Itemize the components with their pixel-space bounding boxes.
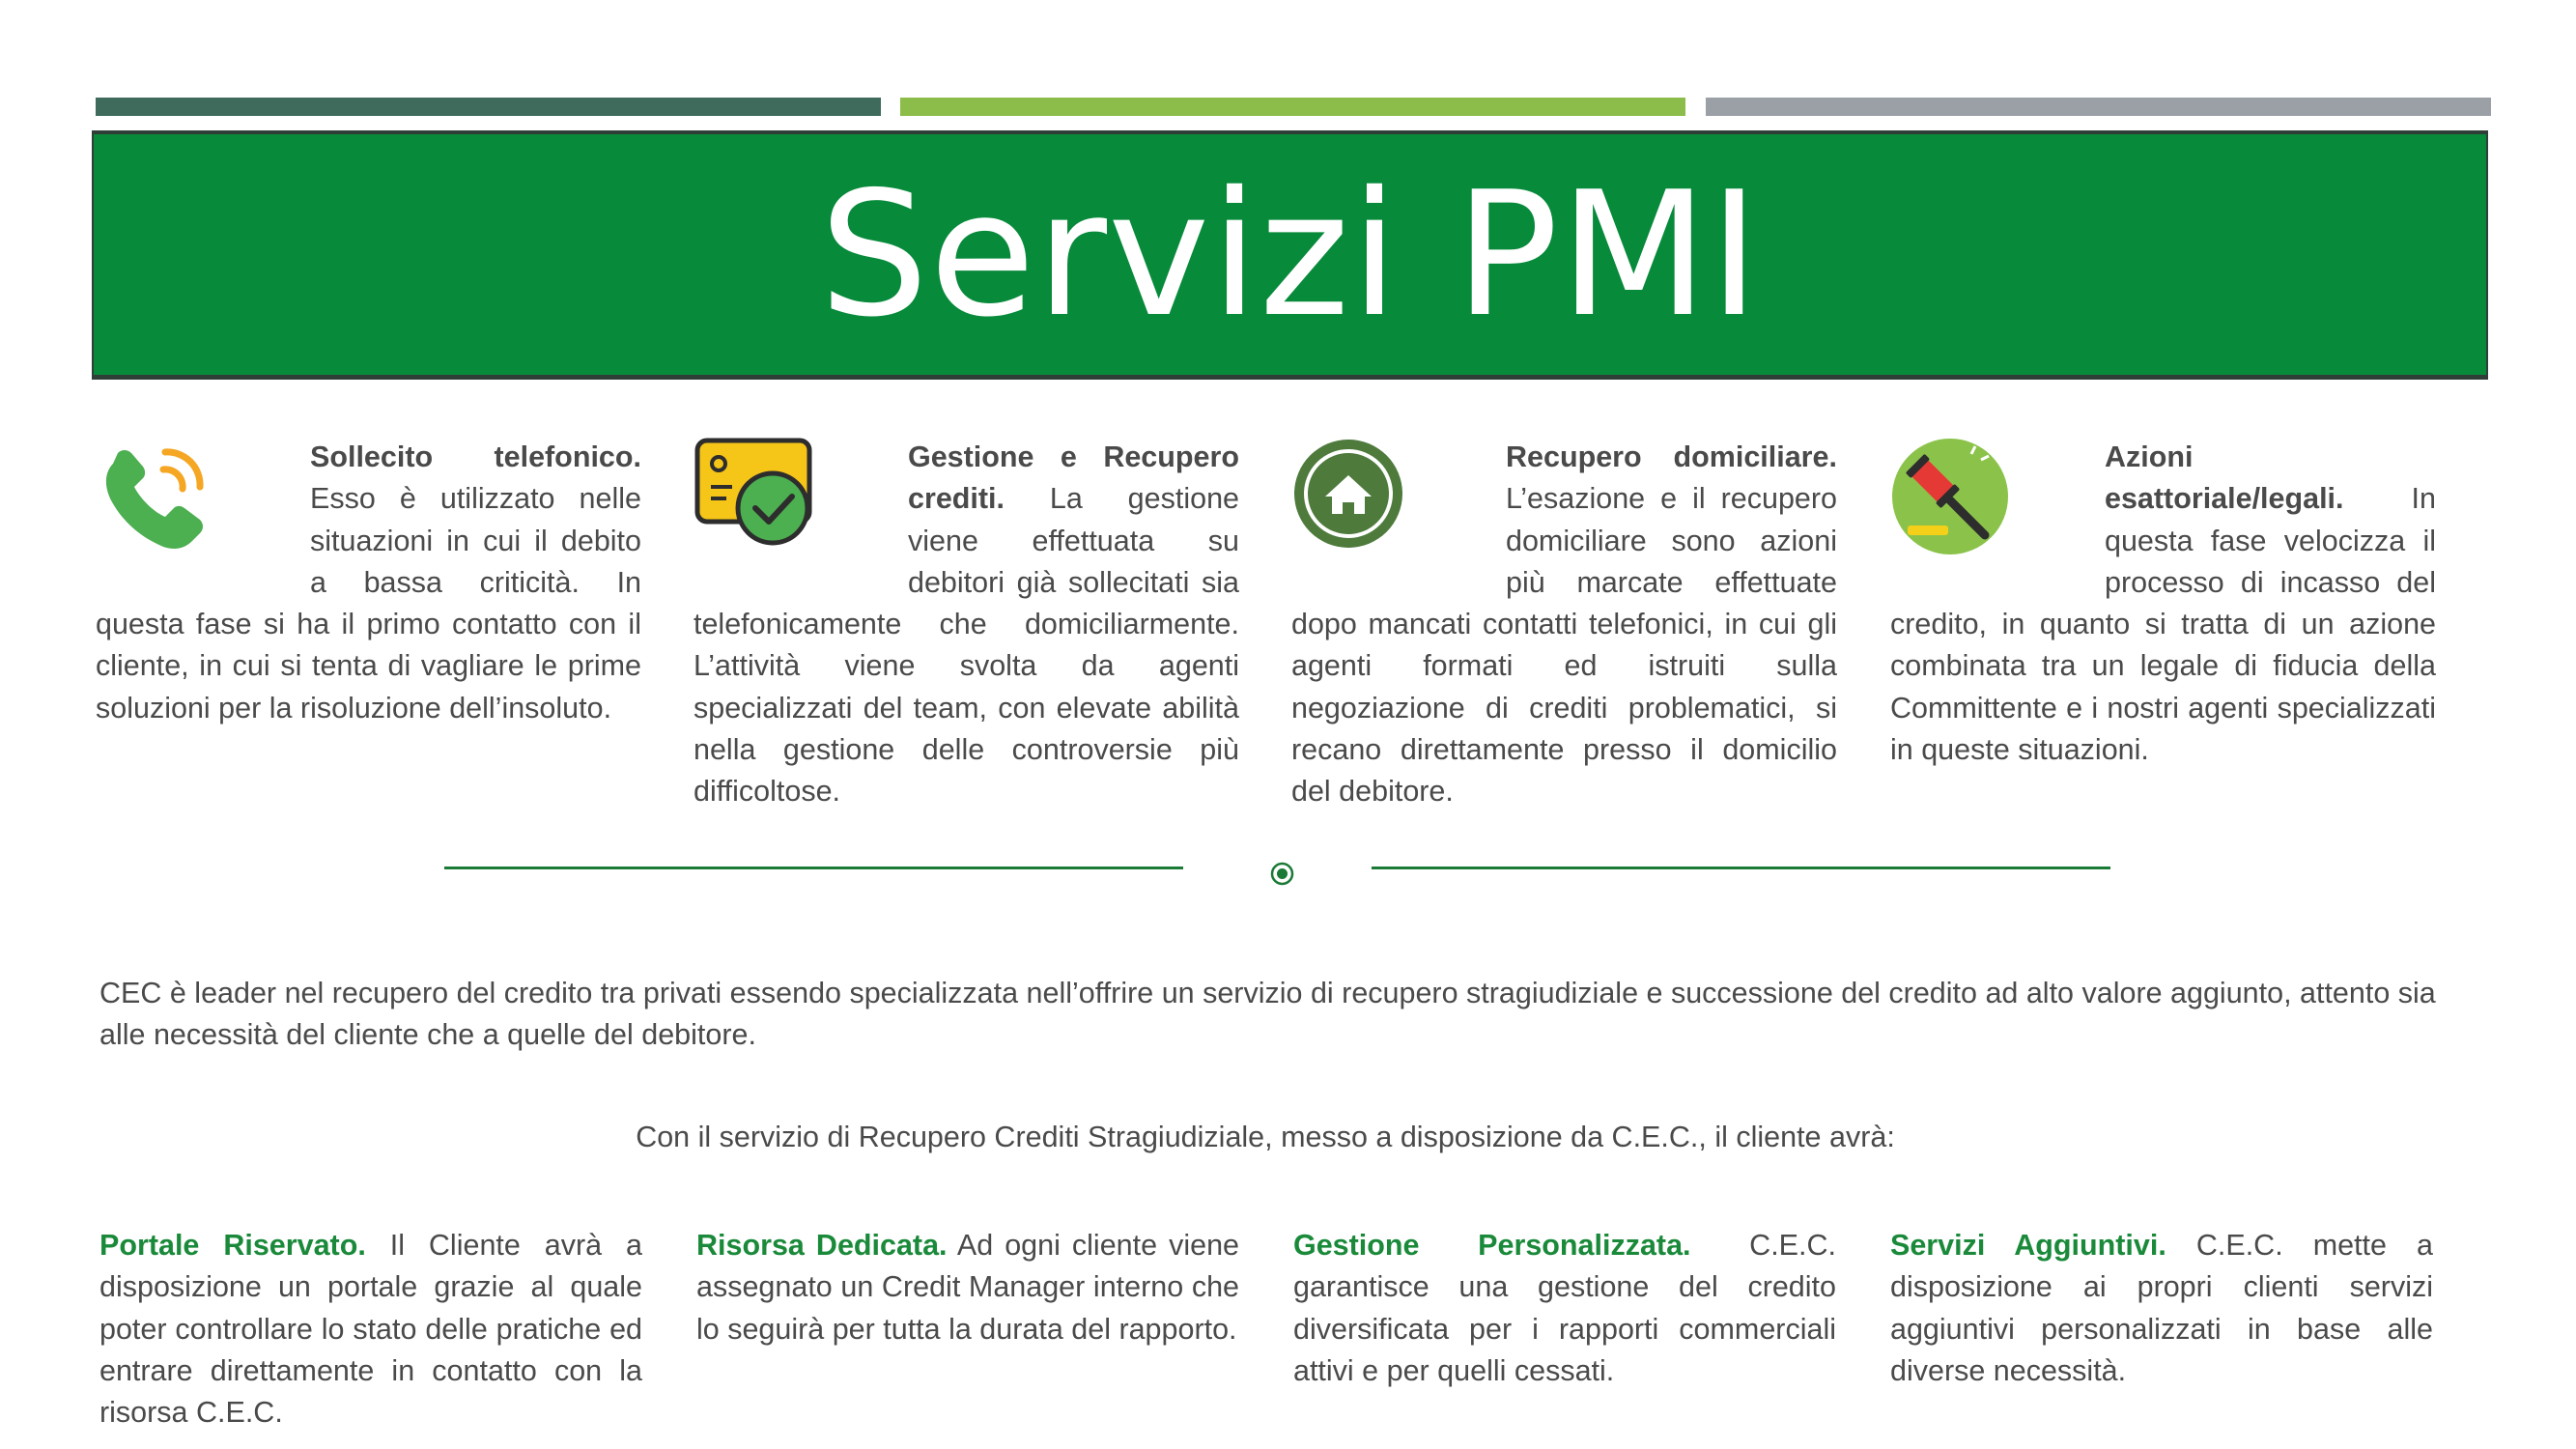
divider-left — [444, 867, 1183, 869]
service-legal-actions — [1890, 437, 2436, 771]
service-home-recovery — [1291, 437, 1837, 813]
top-bar-grey — [1706, 98, 2491, 116]
benefit-dedicated-resource: Risorsa Dedicata. Ad ogni cliente viene assegnato un Credit Manager interno che lo seguirà per tutta la durata del rapporto. — [696, 1229, 1239, 1346]
intro-paragraph: CEC è leader nel recupero del credito tra privati essendo specializzata nell’offrire un servizio di recupero stragiudiziale e successione del credito ad alto valore aggiunto, attento sia alle necessità del cliente che a quelle del debitore. — [99, 977, 2436, 1052]
phone-ringing-icon — [96, 437, 310, 572]
benefit-portal: Portale Riservato. Il Cliente avrà a disposizione un portale grazie al quale poter controllare lo stato delle pratiche ed entrare direttamente in contatto con la risorsa C.E.C. — [99, 1229, 642, 1430]
title-banner — [92, 130, 2488, 380]
divider-right — [1372, 867, 2110, 869]
benefit-extra-services: Servizi Aggiuntivi. C.E.C. mette a disposizione ai propri clienti servizi aggiuntivi personalizzati in base alle diverse necessità. — [1890, 1229, 2433, 1387]
home-circle-icon — [1291, 437, 1506, 572]
top-bar-light-green — [900, 98, 1685, 116]
divider-dot-icon — [1270, 862, 1294, 886]
page-title: Servizi PMI — [819, 155, 1761, 355]
card-check-icon — [694, 437, 908, 572]
service-credit-management-text: Gestione e Recupero crediti. La gestione viene effettuata su debitori già sollecitati sia telefonicamente che domiciliarmente. L’attività viene svolta da agenti specializzati del team, con elevate abilità nella gestione delle controversie più difficoltose. — [694, 440, 1239, 809]
top-bar-dark-green — [96, 98, 881, 116]
service-legal-actions-text: Azioni esattoriale/legali. In questa fase velocizza il processo di incasso del credito, in quanto si tratta di un azione combinata tra un legale di fiducia della Committente e i nostri agenti specializzati in queste situazioni. — [1890, 440, 2436, 767]
service-phone-text: Sollecito telefonico. Esso è utilizzato nelle situazioni in cui il debito a bassa criticità. In questa fase si ha il primo contatto con il cliente, in cui si tenta di vagliare le prime soluzioni per la risoluzione dell’insoluto. — [96, 440, 641, 724]
service-phone — [96, 437, 641, 729]
benefit-custom-management: Gestione Personalizzata. C.E.C. garantisce una gestione del credito diversificata per i rapporti commerciali attivi e per quelli cessati. — [1293, 1229, 1837, 1387]
subtitle-line: Con il servizio di Recupero Crediti Stragiudiziale, messo a disposizione da C.E.C., il cliente avrà: — [636, 1121, 1895, 1153]
service-credit-management — [694, 437, 1239, 813]
gavel-icon — [1890, 437, 2105, 572]
service-home-recovery-text: Recupero domiciliare. L’esazione e il recupero domiciliare sono azioni più marcate effettuate dopo mancati contatti telefonici, in cui gli agenti formati ed istruiti sulla negoziazione di crediti problematici, si recano direttamente presso il domicilio del debitore. — [1291, 440, 1837, 809]
